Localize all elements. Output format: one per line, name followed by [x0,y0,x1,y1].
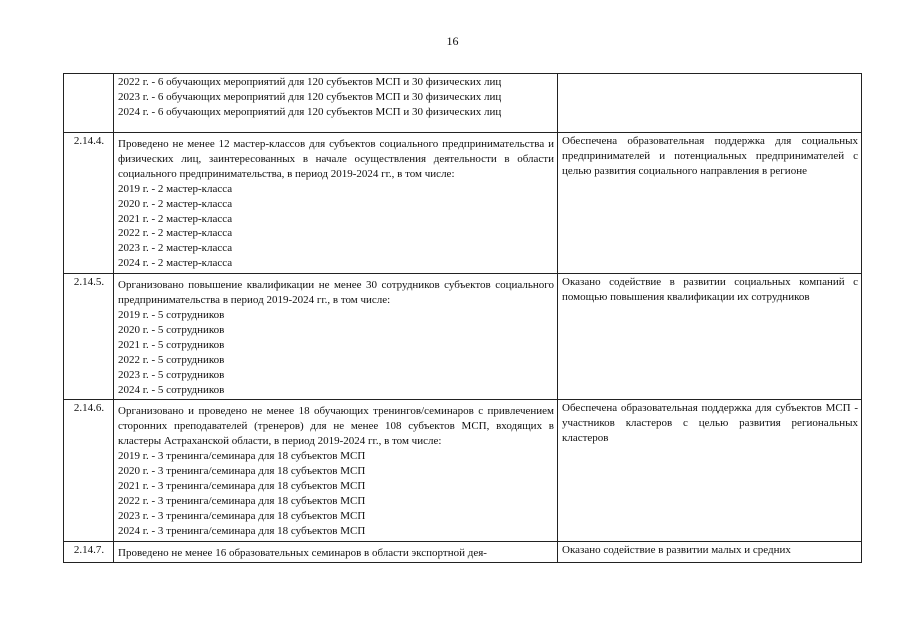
row-number: 2.14.4. [64,133,114,274]
row-description [114,74,558,133]
year-item: 2022 г. - 2 мастер-класса [118,227,233,240]
table-row [64,274,862,400]
table-row [64,133,862,274]
row-number: 2.14.5. [64,274,114,400]
row-description [114,541,558,563]
year-item: 2022 г. - 6 обучающих мероприятий для 120 субъектов МСП и 30 физических лиц [118,76,502,88]
row-result [558,74,862,133]
year-item: 2023 г. - 6 обучающих мероприятий для 120 субъектов МСП и 30 физических лиц [118,90,502,103]
row-description [114,400,558,541]
table-row [64,541,862,563]
row-text: Проведено не менее 12 мастер-классов для субъектов социального предпринимательства и физических лиц, заинтересованных в начале осуществления деятельности в области социального предпринимательства, в период 2019-2024 гг., в том числе: [118,138,554,180]
year-item: 2019 г. - 5 сотрудников [118,308,225,321]
year-item: 2020 г. - 5 сотрудников [118,323,225,336]
row-number [64,74,114,133]
year-item: 2023 г. - 3 тренинга/семинара для 18 субъектов МСП [118,509,366,522]
year-item: 2020 г. - 2 мастер-класса [118,197,233,210]
year-item: 2021 г. - 3 тренинга/семинара для 18 субъектов МСП [118,479,366,492]
table-row [64,400,862,541]
year-item: 2023 г. - 2 мастер-класса [118,242,233,255]
year-item: 2021 г. - 2 мастер-класса [118,212,233,225]
row-description [114,133,558,274]
row-number: 2.14.6. [64,400,114,541]
year-item: 2020 г. - 3 тренинга/семинара для 18 субъектов МСП [118,465,366,478]
page-number: 16 [446,34,459,48]
row-number: 2.14.7. [64,541,114,563]
row-result: Обеспечена образовательная поддержка для субъектов МСП - участников кластеров с целью развития региональных кластеров [558,400,862,541]
row-result: Оказано содействие в развитии социальных компаний с помощью повышения квалификации их сотрудников [558,274,862,400]
year-item: 2023 г. - 5 сотрудников [118,368,225,381]
plan-table [63,73,862,563]
row-text: Проведено не менее 16 образовательных семинаров в области экспортной дея- [118,546,487,559]
row-text: Организовано и проведено не менее 18 обучающих тренингов/семинаров с привлечением сторонних преподавателей (тренеров) для не менее 108 субъектов МСП, входящих в кластеры Астраханской области, в период 2019-2024 гг., в том числе: [118,405,554,448]
row-text: Организовано повышение квалификации не менее 30 сотрудников субъектов социального предпринимательства в период 2019-2024 гг., в том числе: [118,279,554,307]
year-item: 2019 г. - 2 мастер-класса [118,182,233,195]
row-result: Оказано содействие в развитии малых и средних [558,541,862,563]
year-item: 2021 г. - 5 сотрудников [118,338,225,351]
year-item: 2019 г. - 3 тренинга/семинара для 18 субъектов МСП [118,450,366,463]
row-description [114,274,558,400]
year-item: 2024 г. - 6 обучающих мероприятий для 120 субъектов МСП и 30 физических лиц [118,105,502,118]
year-item: 2022 г. - 5 сотрудников [118,353,225,366]
year-item: 2024 г. - 2 мастер-класса [118,257,233,270]
year-item: 2024 г. - 5 сотрудников [118,383,225,396]
year-item: 2022 г. - 3 тренинга/семинара для 18 субъектов МСП [118,494,366,507]
table-row [64,74,862,133]
row-result: Обеспечена образовательная поддержка для социальных предпринимателей и потенциальных предпринимателей с целью развития социального направления в регионе [558,133,862,274]
year-item: 2024 г. - 3 тренинга/семинара для 18 субъектов МСП [118,524,366,537]
